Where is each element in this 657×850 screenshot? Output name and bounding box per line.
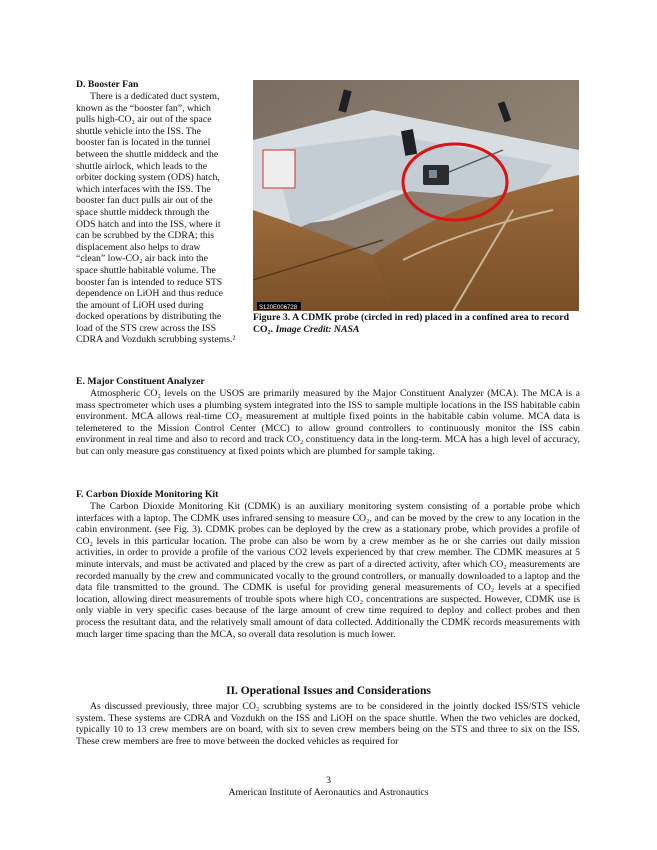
booster-fan-line: between the shuttle middeck and the — [76, 148, 219, 160]
booster-fan-line: dependence on LiOH and thus reduce — [76, 288, 224, 300]
booster-fan-line: shuttle vehicle into the ISS. The — [76, 125, 201, 137]
booster-fan-line: space shuttle habitable volume. The — [76, 264, 216, 276]
booster-fan-lines — [76, 91, 248, 346]
booster-fan-line: known as the “booster fan”, which — [76, 102, 211, 114]
figure-credit: Image Credit: NASA — [275, 323, 360, 335]
booster-fan-line: the amount of LiOH used during — [76, 299, 204, 311]
photo-illustration — [253, 80, 579, 311]
booster-fan-line: CDRA and Vozdukh scrubbing systems.² — [76, 334, 236, 346]
section-heading-mca: E. Major Constituent Analyzer — [76, 376, 205, 387]
page-number: 3 — [326, 775, 331, 786]
booster-fan-line: docked operations by distributing the — [76, 311, 222, 323]
section-heading-booster-fan: D. Booster Fan — [76, 79, 139, 90]
booster-fan-line: displacement also helps to draw — [76, 241, 201, 253]
mca-text: Atmospheric CO₂ levels on the USOS are primarily measured by the Major Constituent Analyzer (MCA). The MCA is a mass spectrometer which uses a plumbing system integrated into the ISS to sample multiple locations in the ISS habitable cabin environment. MCA allows real-time CO₂ measurement at multiple fixed points in the habitable cabin volume. MCA data is telemetered to the Mission Control Center (MCC) to allow ground controllers to continuously monitor the ISS cabin environment in real time and also to record and track CO₂ constituency data in the long-term. MCA has a high level of accuracy, but can only measure gas constituency at fixed points which are plumbed for sample taking. — [76, 388, 580, 457]
booster-fan-line: booster fan is located in the tunnel — [76, 137, 211, 149]
booster-fan-line: which interfaces with the ISS. The — [76, 183, 211, 195]
booster-fan-line: booster fan is intended to reduce STS — [76, 276, 223, 288]
booster-fan-line: shuttle airlock, which leads to the — [76, 160, 208, 172]
booster-fan-line: load of the STS crew across the ISS — [76, 322, 216, 334]
figure-caption — [253, 312, 580, 335]
booster-fan-line: booster fan duct pulls air out of the — [76, 195, 213, 207]
cdmk-probe-photo — [253, 80, 579, 311]
booster-fan-line: orbiter docking system (ODS) hatch, — [76, 172, 220, 184]
footer-org: American Institute of Aeronautics and Astronautics — [228, 787, 429, 798]
section-heading-operational-issues: II. Operational Issues and Considerations — [226, 685, 431, 697]
figure-caption-text: Figure 3. A CDMK probe (circled in red) placed in a confined area to record CO₂. — [253, 312, 570, 335]
booster-fan-line: can be scrubbed by the CDRA; this — [76, 230, 215, 242]
booster-fan-line: “clean” low-CO₂ air back into the — [76, 253, 208, 265]
booster-fan-text — [76, 91, 248, 346]
cdmk-text: The Carbon Dioxide Monitoring Kit (CDMK) is an auxiliary monitoring system consisting of a portable probe which interfaces with a laptop. The CDMK uses infrared sensing to measure CO₂, and can be moved by the crew to any location in the cabin environment. (see Fig. 3). CDMK probes can be deployed by the crew as a stationary probe, which provides a profile of CO₂ levels in this particular location. The probe can also be worn by a crew member as he or she carries out daily mission activities, in order to provide a profile of the various CO2 levels experienced by that crew member. The CDMK measures at 5 minute intervals, and must be activated and placed by the crew as part of a directed activity, after which CO₂ measurements are recorded manually by the crew and communicated vocally to the ground controllers, or manually downloaded to a laptop and the data file transmitted to the ground. The CDMK is useful for providing general measurements of CO₂ levels at a specified location, allowing direct measurements of trouble spots where high CO₂ concentrations are suspected. However, CDMK use is only viable in very specific cases because of the large amount of crew time required to deploy and collect probes and then process the resultant data, and the relatively small amount of data collected. Additionally the CDMK records measurements with much larger time spacing than the MCA, so overall data resolution is much lower. — [76, 501, 580, 640]
section-heading-cdmk: F. Carbon Dioxide Monitoring Kit — [76, 489, 219, 500]
booster-fan-line: There is a dedicated duct system, — [90, 91, 220, 102]
booster-fan-line: ODS hatch and into the ISS, where it — [76, 218, 221, 230]
photo-tag: S120E006728 — [259, 305, 298, 311]
operational-issues-text: As discussed previously, three major CO₂ scrubbing systems are to be considered in the jointly docked ISS/STS vehicle system. These systems are CDRA and Vozdukh on the ISS and LiOH on the space shuttle. When the two vehicles are docked, typically 10 to 13 crew members are on board, with six to seven crew members being on the STS and three to six on the ISS. These crew members are free to move between the docked vehicles as required for — [76, 701, 580, 747]
booster-fan-line: space shuttle middeck through the — [76, 206, 210, 218]
booster-fan-line: pulls high-CO₂ air out of the space — [76, 114, 212, 126]
